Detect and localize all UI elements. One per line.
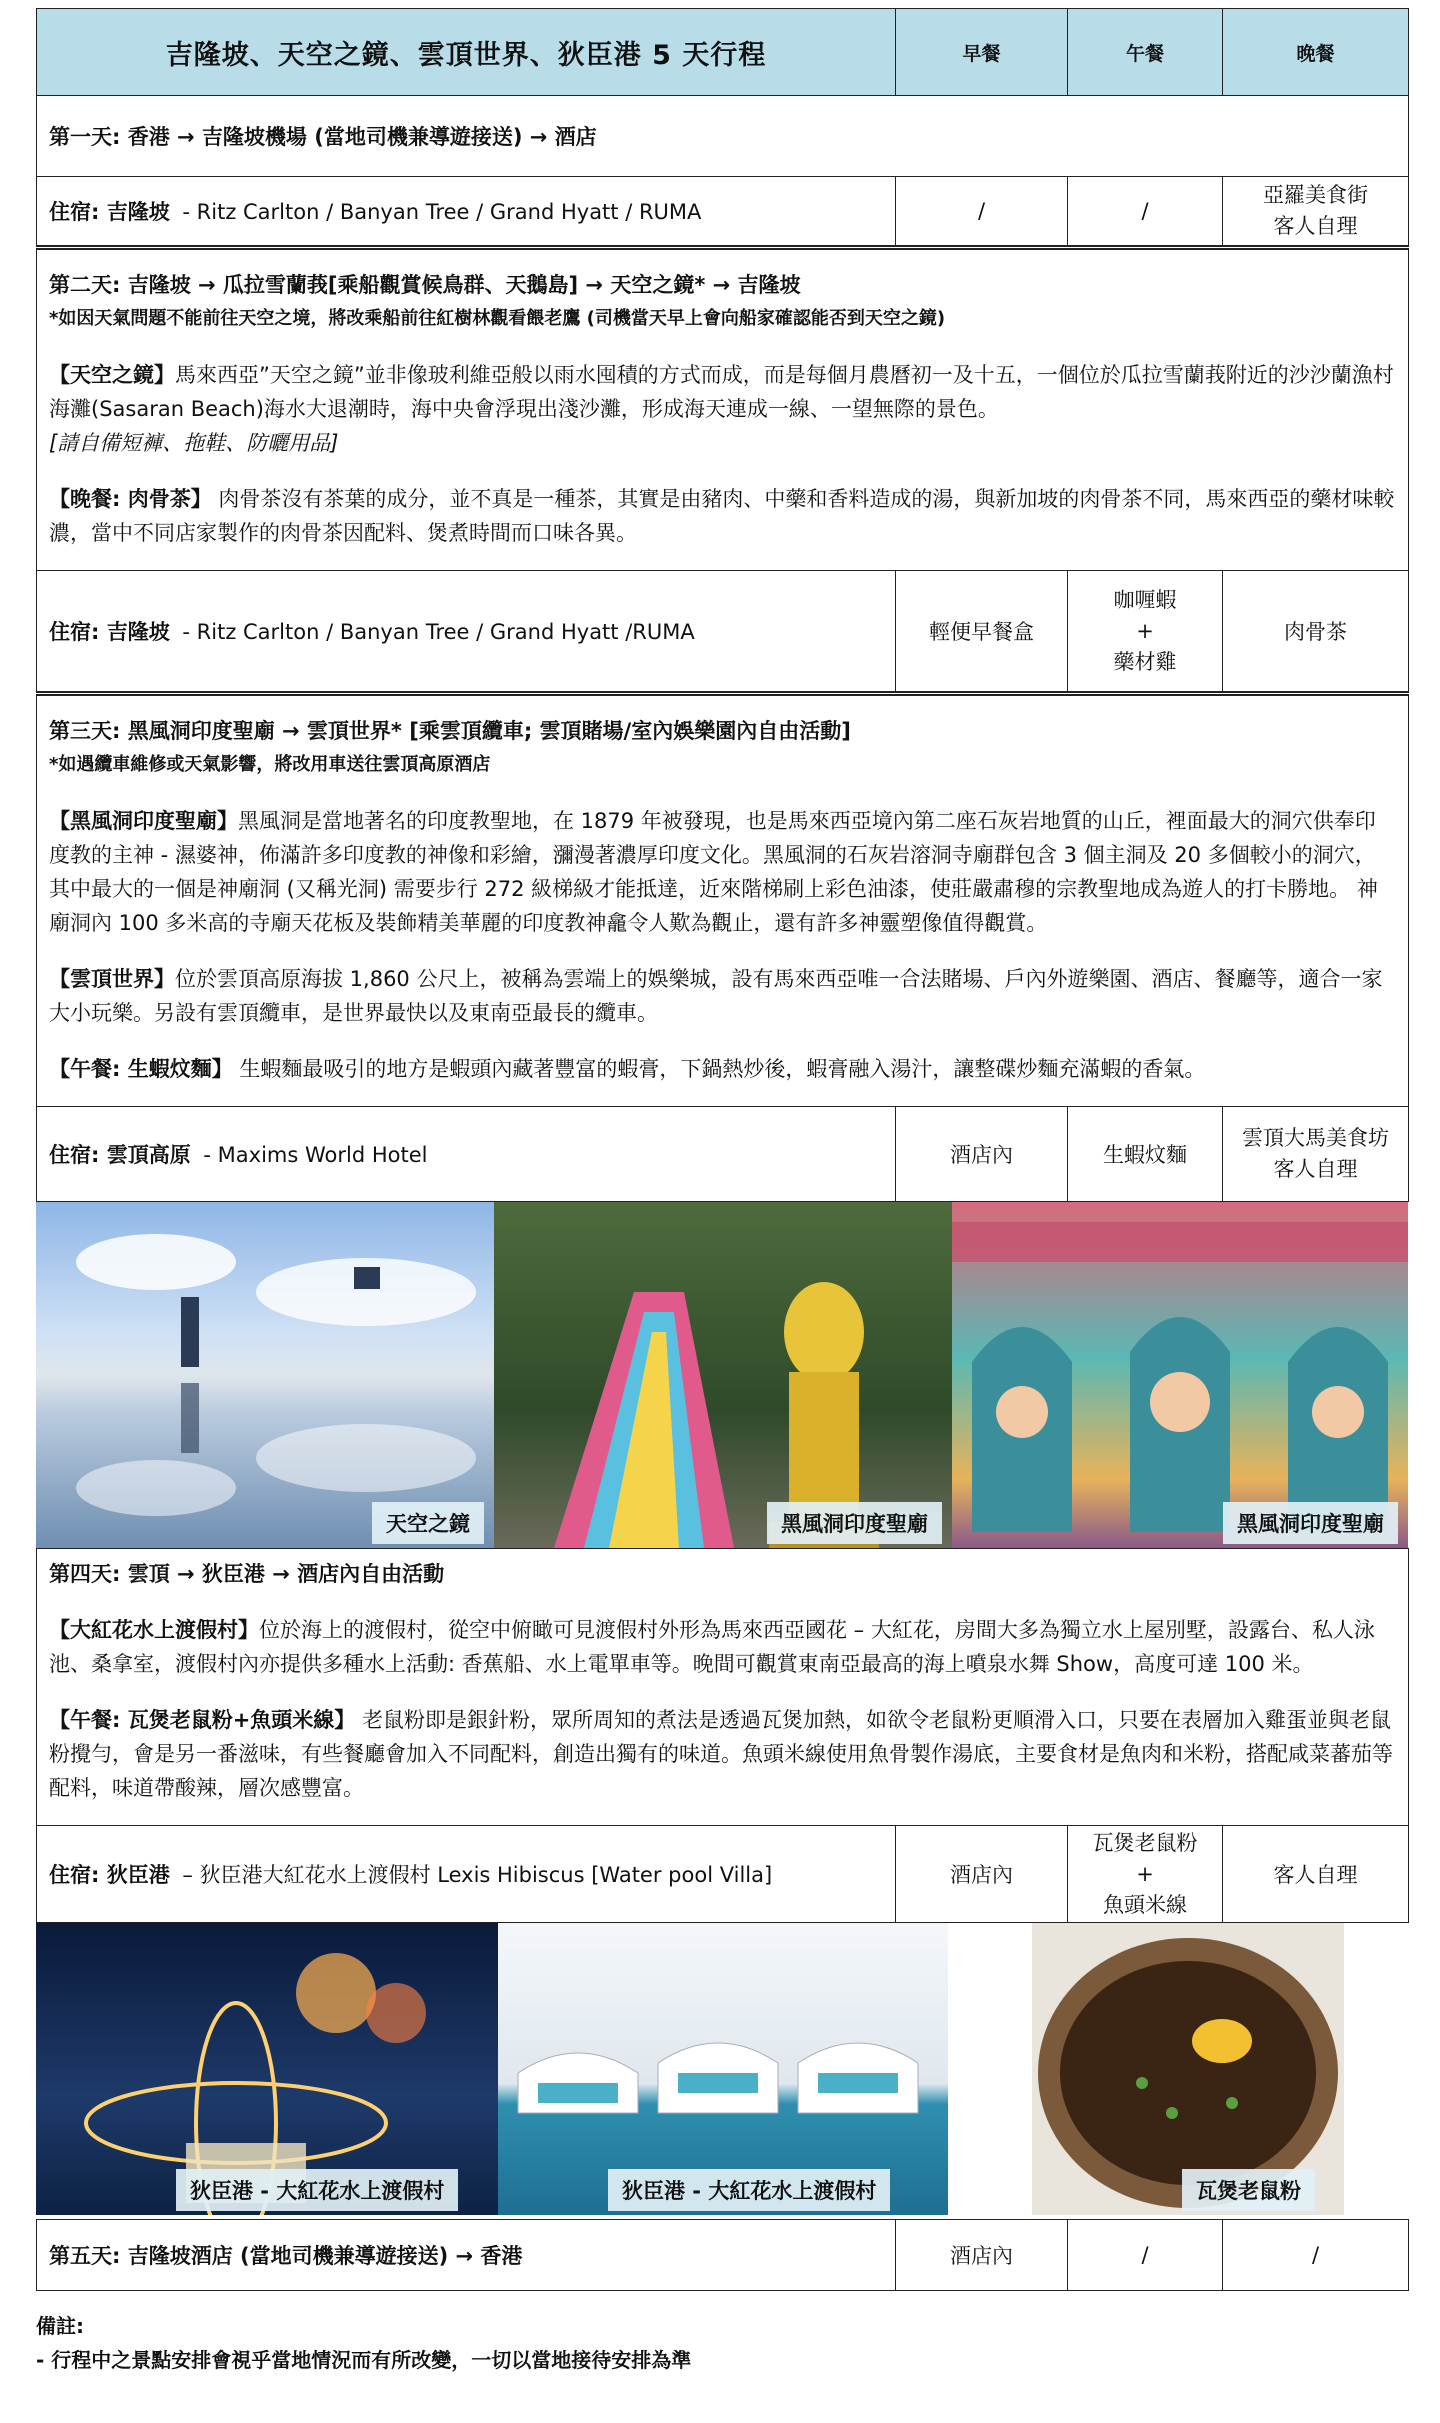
lunch-header: 午餐 xyxy=(1068,9,1223,96)
day4-lunch-line3: 魚頭米線 xyxy=(1103,1892,1187,1917)
day4-breakfast: 酒店內 xyxy=(896,1826,1068,1923)
day3-batu-title: 【黑風洞印度聖廟】 xyxy=(49,809,238,833)
itinerary-sheet xyxy=(36,8,1408,2377)
itinerary-table-final xyxy=(36,2219,1409,2291)
photo-caption-batu-stairs: 黑風洞印度聖廟 xyxy=(767,1502,942,1544)
day4-stay xyxy=(37,1826,896,1923)
photo-caption-sky-mirror: 天空之鏡 xyxy=(372,1502,484,1544)
day2-route: 第二天: 吉隆坡 → 瓜拉雪蘭莪[乘船觀賞候鳥群、天鵝島] → 天空之鏡* → 吉隆坡 xyxy=(49,273,801,297)
day2-sky-title: 【天空之鏡】 xyxy=(49,363,175,387)
day3-genting-title: 【雲頂世界】 xyxy=(49,967,175,991)
photo-caption-claypot: 瓦煲老鼠粉 xyxy=(1182,2169,1315,2211)
day3-lunch: 生蝦炆麵 xyxy=(1068,1107,1223,1202)
day2-description xyxy=(37,248,1409,571)
day4-lunch-line2: + xyxy=(1136,1861,1154,1886)
day4-route: 第四天: 雲頂 → 狄臣港 → 酒店內自由活動 xyxy=(49,1562,445,1586)
day2-stay-row xyxy=(37,571,1409,694)
day3-lunch-title: 【午餐: 生蝦炆麵】 xyxy=(49,1057,233,1081)
day3-dinner-line2: 客人自理 xyxy=(1273,1157,1358,1181)
day2-dinner-text: 肉骨茶沒有茶葉的成分，並不真是一種茶，其實是由豬肉、中藥和香料造成的湯，與新加坡的肉骨茶不同，馬來西亞的藥材味較濃，當中不同店家製作的肉骨茶因配料、煲煮時間而口味各異。 xyxy=(49,487,1395,545)
dinner-header: 晚餐 xyxy=(1223,9,1409,96)
day3-dinner xyxy=(1223,1107,1409,1202)
day4-description-row xyxy=(37,1549,1409,1826)
day5-dinner: / xyxy=(1223,2220,1409,2291)
day4-stay-label: 住宿: 狄臣港 xyxy=(49,1863,170,1887)
sky-mirror-photo xyxy=(36,1202,494,1548)
resort-night-photo xyxy=(36,1923,498,2215)
day2-lunch-line1: 咖喱蝦 xyxy=(1113,587,1177,612)
day3-description xyxy=(37,694,1409,1107)
day3-lunch-paragraph xyxy=(49,1052,1396,1086)
itinerary-table-bottom xyxy=(36,1548,1409,1923)
day2-lunch-line2: + xyxy=(1136,618,1154,643)
day4-lunch-text: 老鼠粉即是銀針粉，眾所周知的煮法是透過瓦煲加熱，如欲令老鼠粉更順滑入口，只要在表層加入雞蛋並與老鼠粉攪勻，會是另一番滋味，有些餐廳會加入不同配料，創造出獨有的味道。魚頭米線使用魚骨製作湯底，主要食材是魚肉和米粉，搭配咸菜蕃茄等配料，味道帶酸辣，層次感豐富。 xyxy=(49,1708,1393,1800)
day3-route: 第三天: 黑風洞印度聖廟 → 雲頂世界* [乘雲頂纜車; 雲頂賭場/室內娛樂園內自由活動] xyxy=(49,719,851,743)
day2-stay-label: 住宿: 吉隆坡 xyxy=(49,620,170,644)
day1-stay-hotels: - Ritz Carlton / Banyan Tree / Grand Hyatt / RUMA xyxy=(182,200,702,224)
day4-resort-paragraph xyxy=(49,1613,1396,1681)
day4-description xyxy=(37,1549,1409,1826)
day2-sky-tip: [請自備短褲、拖鞋、防曬用品] xyxy=(49,431,339,455)
day1-stay xyxy=(37,177,896,248)
day2-stay xyxy=(37,571,896,694)
day3-breakfast: 酒店內 xyxy=(896,1107,1068,1202)
day5-breakfast: 酒店內 xyxy=(896,2220,1068,2291)
breakfast-header: 早餐 xyxy=(896,9,1068,96)
day3-note: *如遇纜車維修或天氣影響，將改用車送往雲頂高原酒店 xyxy=(49,754,491,775)
temple-deities-illustration xyxy=(952,1202,1408,1548)
itinerary-table-top xyxy=(36,8,1409,1202)
itinerary-title: 吉隆坡、天空之鏡、雲頂世界、狄臣港 5 天行程 xyxy=(37,9,896,96)
day1-dinner-line1: 亞羅美食街 xyxy=(1263,183,1368,207)
photo-caption-batu-temple: 黑風洞印度聖廟 xyxy=(1223,1502,1398,1544)
day5-row xyxy=(37,2220,1409,2291)
batu-caves-stairs-photo xyxy=(494,1202,952,1548)
remarks-title: 備註: xyxy=(36,2314,84,2338)
resort-villas-photo xyxy=(498,1923,948,2215)
day4-resort-title: 【大紅花水上渡假村】 xyxy=(49,1618,259,1642)
day4-resort-text: 位於海上的渡假村，從空中俯瞰可見渡假村外形為馬來西亞國花 – 大紅花，房間大多為獨立水上屋別墅，設露台、私人泳池、桑拿室，渡假村內亦提供多種水上活動: 香蕉船、水上電單車等。晚間可觀賞東南亞最高的海上噴泉水舞 Show，高度可達 100 米。 xyxy=(49,1618,1375,1676)
day2-description-row xyxy=(37,248,1409,571)
photo-caption-resort-night: 狄臣港 - 大紅花水上渡假村 xyxy=(176,2169,458,2211)
day3-genting-text: 位於雲頂高原海拔 1,860 公尺上，被稱為雲端上的娛樂城，設有馬來西亞唯一合法賭場、戶內外遊樂園、酒店、餐廳等，適合一家大小玩樂。另設有雲頂纜車，是世界最快以及東南亞最長的纜車。 xyxy=(49,967,1383,1025)
day2-lunch xyxy=(1068,571,1223,694)
day2-lunch-line3: 藥材雞 xyxy=(1113,649,1177,674)
photo-caption-resort-villas: 狄臣港 - 大紅花水上渡假村 xyxy=(608,2169,890,2211)
day2-dinner: 肉骨茶 xyxy=(1223,571,1409,694)
day4-lunch-title: 【午餐: 瓦煲老鼠粉+魚頭米線】 xyxy=(49,1708,356,1732)
day2-note: *如因天氣問題不能前往天空之境，將改乘船前往紅樹林觀看餵老鷹 (司機當天早上會向船家確認能否到天空之鏡) xyxy=(49,308,946,329)
day3-batu-text: 黑風洞是當地著名的印度教聖地，在 1879 年被發現，也是馬來西亞境內第二座石灰岩地質的山丘，裡面最大的洞穴供奉印度教的主神 - 濕婆神，佈滿許多印度教的神像和彩繪，瀰漫著濃厚印度文化。黑風洞的石灰岩溶洞寺廟群包含 3 個主洞及 20 多個較小的洞穴，其中最大的一個是神廟洞 (又稱光洞) 需要步行 272 級梯級才能抵達，近來階梯刷上彩色油漆，使莊嚴肅穆的宗教聖地成為遊人的打卡勝地。 神廟洞內 100 多米高的寺廟天花板及裝飾精美華麗的印度教神龕令人歎為觀止，還有許多神靈塑像值得觀賞。 xyxy=(49,809,1378,935)
day2-dinner-paragraph xyxy=(49,482,1396,550)
day2-sky-text: 馬來西亞”天空之鏡”並非像玻利維亞般以雨水囤積的方式而成，而是每個月農曆初一及十五，一個位於瓜拉雪蘭莪附近的沙沙蘭漁村海灘(Sasaran Beach)海水大退潮時，海中央會浮現出淺沙灘，形成海天連成一線、一望無際的景色。 xyxy=(49,363,1394,421)
day3-photo-strip xyxy=(36,1202,1408,1552)
day3-stay-hotels: - Maxims World Hotel xyxy=(203,1143,428,1167)
day5-lunch: / xyxy=(1068,2220,1223,2291)
day1-row xyxy=(37,96,1409,177)
day3-dinner-line1: 雲頂大馬美食坊 xyxy=(1242,1126,1389,1150)
day3-stay-row xyxy=(37,1107,1409,1202)
day4-stay-row xyxy=(37,1826,1409,1923)
day5-route: 第五天: 吉隆坡酒店 (當地司機兼導遊接送) → 香港 xyxy=(37,2220,896,2291)
claypot-noodles-photo xyxy=(1032,1923,1344,2215)
day3-batu-paragraph xyxy=(49,804,1396,940)
day1-breakfast: / xyxy=(896,177,1068,248)
day1-lunch: / xyxy=(1068,177,1223,248)
day2-breakfast: 輕便早餐盒 xyxy=(896,571,1068,694)
day3-stay xyxy=(37,1107,896,1202)
day2-sky-paragraph xyxy=(49,358,1396,426)
day3-stay-label: 住宿: 雲頂高原 xyxy=(49,1143,191,1167)
remarks-item: - 行程中之景點安排會視乎當地情況而有所改變，一切以當地接待安排為準 xyxy=(36,2348,692,2372)
day1-route: 第一天: 香港 → 吉隆坡機場 (當地司機兼導遊接送) → 酒店 xyxy=(37,96,1409,177)
day4-photo-strip xyxy=(36,1923,1408,2219)
day4-dinner: 客人自理 xyxy=(1223,1826,1409,1923)
day4-stay-hotels: – 狄臣港大紅花水上渡假村 Lexis Hibiscus [Water pool Villa] xyxy=(182,1863,773,1887)
batu-temple-deities-photo xyxy=(952,1202,1408,1548)
day1-dinner-line2: 客人自理 xyxy=(1273,214,1358,238)
day4-lunch-line1: 瓦煲老鼠粉 xyxy=(1092,1830,1198,1855)
day4-lunch xyxy=(1068,1826,1223,1923)
day4-lunch-paragraph xyxy=(49,1703,1396,1805)
day2-dinner-title: 【晚餐: 肉骨茶】 xyxy=(49,487,212,511)
day3-genting-paragraph xyxy=(49,962,1396,1030)
day1-stay-row xyxy=(37,177,1409,248)
table-header xyxy=(37,9,1409,96)
batu-caves-illustration xyxy=(494,1202,952,1548)
sky-mirror-illustration xyxy=(36,1202,494,1548)
day1-stay-label: 住宿: 吉隆坡 xyxy=(49,200,170,224)
remarks-section xyxy=(36,2309,1408,2377)
day3-description-row xyxy=(37,694,1409,1107)
day3-lunch-text: 生蝦麵最吸引的地方是蝦頭內藏著豐富的蝦膏，下鍋熱炒後，蝦膏融入湯汁，讓整碟炒麵充滿蝦的香氣。 xyxy=(232,1057,1206,1081)
day1-dinner xyxy=(1223,177,1409,248)
day2-stay-hotels: - Ritz Carlton / Banyan Tree / Grand Hyatt /RUMA xyxy=(182,620,695,644)
